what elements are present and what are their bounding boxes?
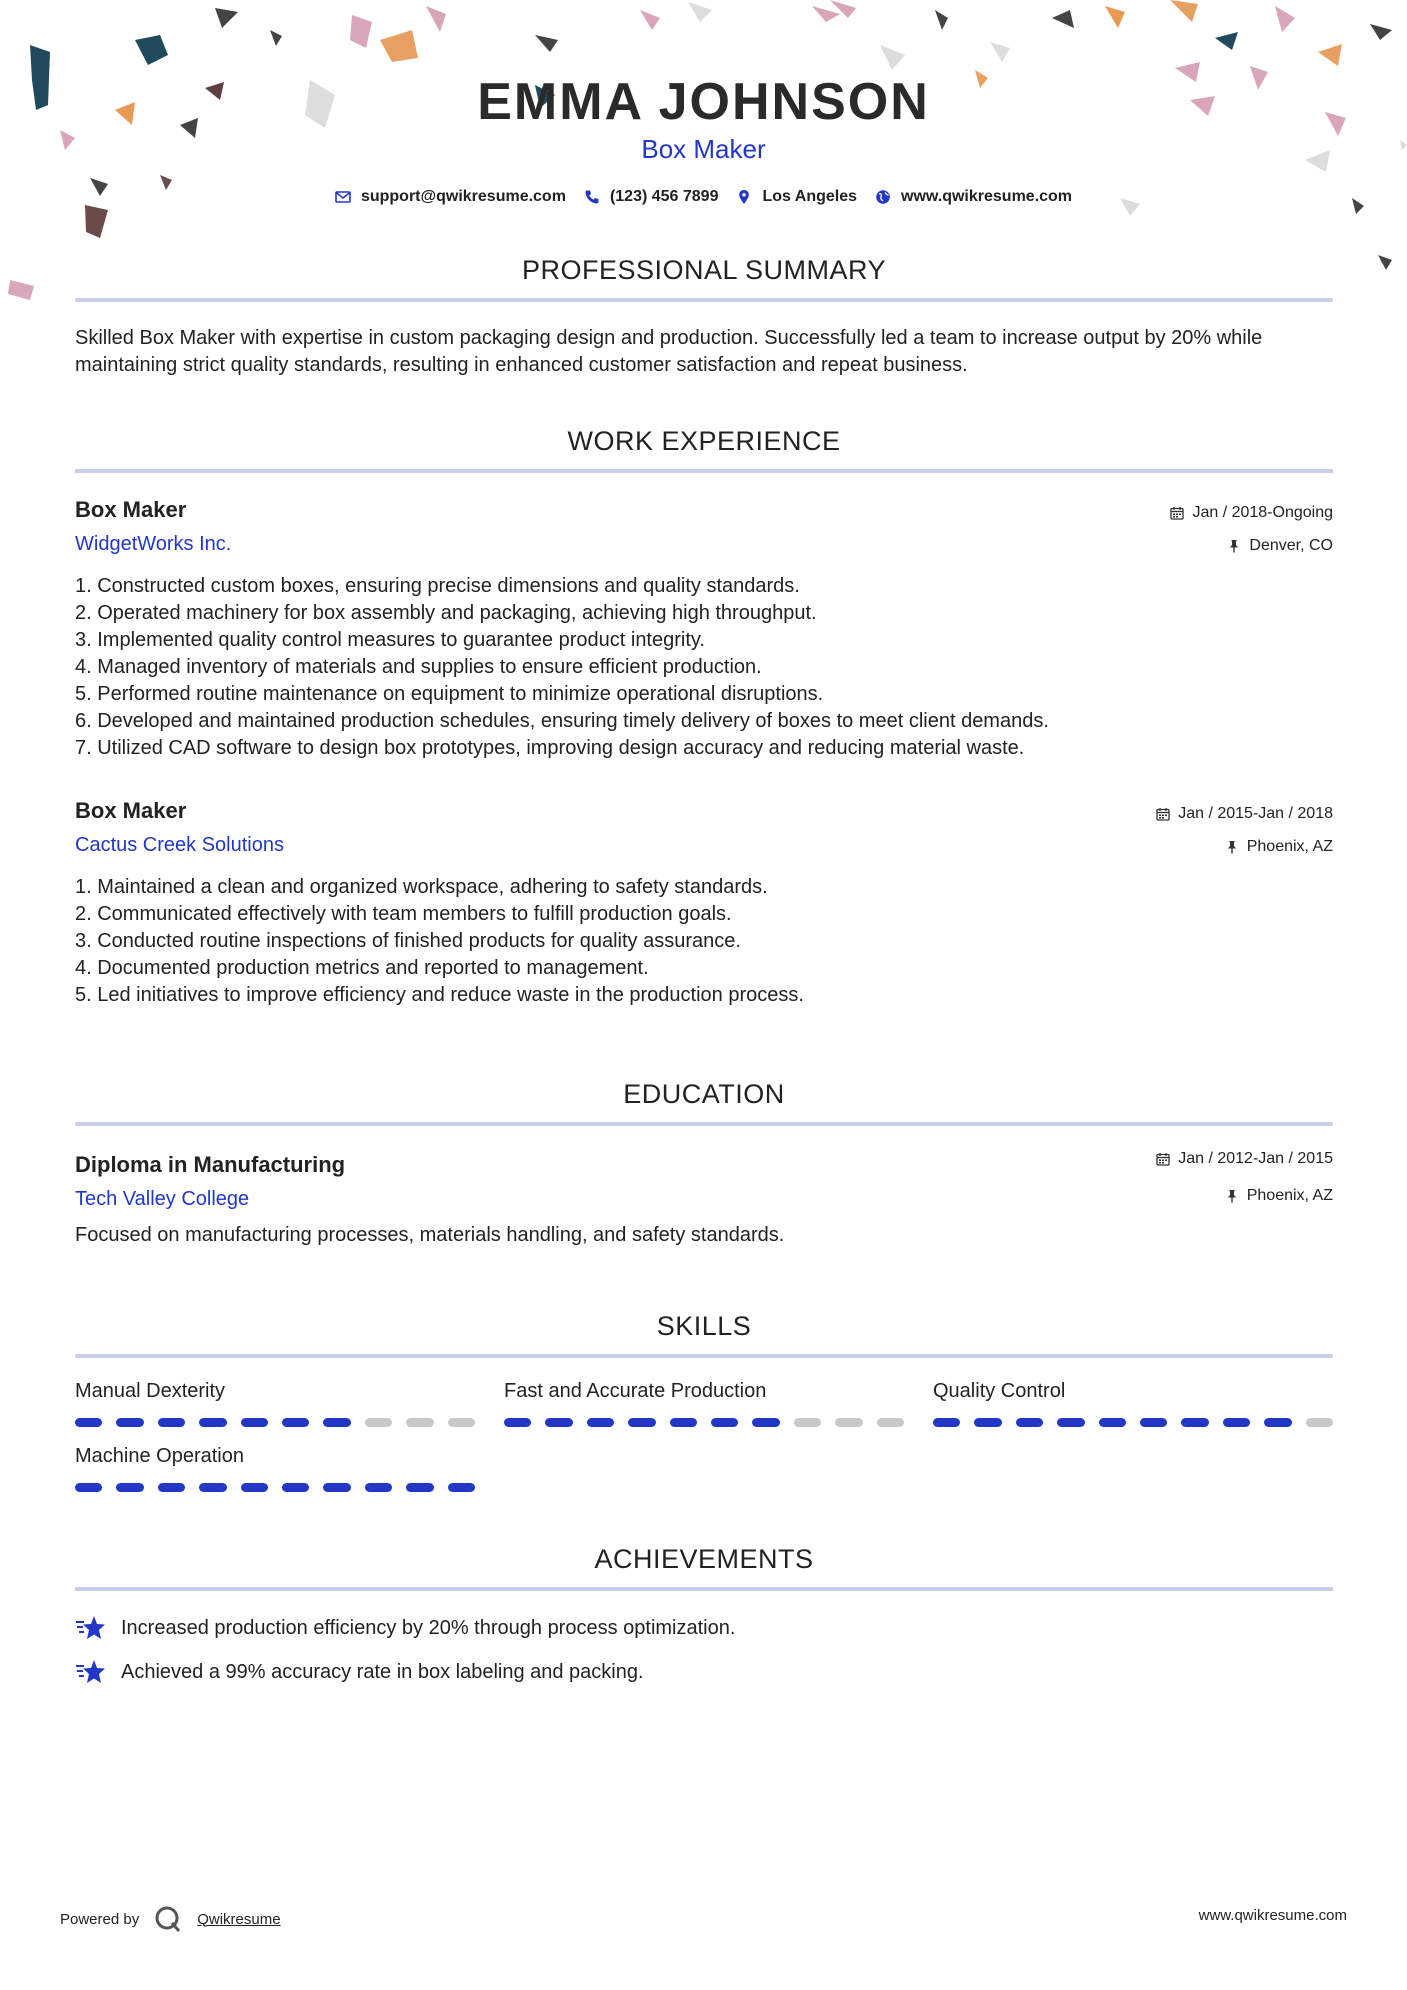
phone-icon	[584, 189, 600, 205]
skill-level-dot-empty	[365, 1418, 392, 1427]
skills-divider	[75, 1354, 1333, 1358]
skill-level-dot-filled	[241, 1483, 268, 1492]
achievements-heading: ACHIEVEMENTS	[594, 1544, 814, 1574]
skill-level-bar	[933, 1418, 1333, 1427]
calendar-icon	[1170, 506, 1184, 520]
skill-level-dot-filled	[587, 1418, 614, 1427]
contact-phone-text: (123) 456 7899	[609, 188, 719, 205]
qwikresume-logo-icon	[153, 1904, 183, 1934]
skill-level-bar	[75, 1483, 475, 1492]
contact-location-text: Los Angeles	[762, 188, 858, 205]
star-icon	[75, 1614, 107, 1642]
skill-level-dot-filled	[199, 1418, 226, 1427]
achievement-text: Achieved a 99% accuracy rate in box labeling and packing.	[121, 1660, 644, 1683]
job-bullets	[75, 874, 1315, 1009]
pushpin-icon	[1225, 840, 1239, 854]
job-dates-text: Jan / 2015-Jan / 2018	[1178, 805, 1333, 822]
pushpin-icon	[1225, 1189, 1239, 1203]
skill-level-dot-filled	[406, 1483, 433, 1492]
education-divider	[75, 1122, 1333, 1126]
calendar-icon	[1156, 807, 1170, 821]
footer-url[interactable]: www.qwikresume.com	[1198, 1907, 1347, 1924]
contact-email-text: support@qwikresume.com	[360, 188, 566, 205]
skill-level-dot-filled	[545, 1418, 572, 1427]
calendar-icon	[1156, 1152, 1170, 1166]
skill-level-dot-filled	[448, 1483, 475, 1492]
skill-level-dot-filled	[933, 1418, 960, 1427]
skill-level-dot-empty	[877, 1418, 904, 1427]
skill-name: Quality Control	[933, 1380, 1066, 1402]
skill-level-dot-empty	[794, 1418, 821, 1427]
skill-level-dot-filled	[323, 1483, 350, 1492]
skill-level-dot-filled	[158, 1418, 185, 1427]
job-location	[1225, 838, 1333, 856]
skill-item	[933, 1380, 1333, 1427]
education-heading: EDUCATION	[623, 1079, 785, 1109]
summary-text: Skilled Box Maker with expertise in custom packaging design and production. Successfully led a team to increase output by 20% while maintaining strict quality standards, resulting in enhanced customer satisfaction and repeat business.	[75, 327, 1263, 376]
job-dates-text: Jan / 2018-Ongoing	[1192, 504, 1333, 521]
job-location-text: Denver, CO	[1249, 537, 1333, 554]
skill-item	[75, 1380, 475, 1427]
summary-heading: PROFESSIONAL SUMMARY	[521, 255, 887, 285]
skill-level-dot-empty	[406, 1418, 433, 1427]
achievement-item	[75, 1658, 644, 1686]
experience-divider	[75, 469, 1333, 473]
skill-level-dot-filled	[1223, 1418, 1250, 1427]
pushpin-icon	[1227, 539, 1241, 553]
list-item: 1. Constructed custom boxes, ensuring precise dimensions and quality standards.	[75, 575, 800, 597]
skill-level-dot-filled	[504, 1418, 531, 1427]
summary-divider	[75, 298, 1333, 302]
map-pin-icon	[736, 189, 752, 205]
list-item: 1. Maintained a clean and organized workspace, adhering to safety standards.	[75, 876, 768, 898]
list-item: 6. Developed and maintained production schedules, ensuring timely delivery of boxes to meet client demands.	[75, 710, 1049, 732]
footer-powered-by	[60, 1904, 281, 1934]
skill-level-bar	[504, 1418, 904, 1427]
skill-level-dot-filled	[365, 1483, 392, 1492]
skill-item	[75, 1445, 475, 1492]
envelope-icon	[335, 189, 351, 205]
job-location-text: Phoenix, AZ	[1246, 838, 1333, 855]
list-item: 5. Performed routine maintenance on equipment to minimize operational disruptions.	[75, 683, 824, 705]
education-school: Tech Valley College	[75, 1188, 250, 1210]
experience-heading: WORK EXPERIENCE	[567, 426, 841, 456]
contact-website-text: www.qwikresume.com	[901, 188, 1073, 205]
education-description: Focused on manufacturing processes, materials handling, and safety standards.	[75, 1224, 785, 1246]
candidate-title: Box Maker	[641, 134, 766, 164]
skills-heading: SKILLS	[656, 1311, 752, 1341]
list-item: 2. Operated machinery for box assembly and packaging, achieving high throughput.	[75, 602, 817, 624]
powered-by-label: Powered by	[60, 1910, 140, 1928]
job-dates	[1170, 504, 1333, 522]
list-item: 4. Documented production metrics and reported to management.	[75, 957, 649, 979]
list-item: 4. Managed inventory of materials and supplies to ensure efficient production.	[75, 656, 762, 678]
education-dates-text: Jan / 2012-Jan / 2015	[1178, 1150, 1333, 1167]
job-company: WidgetWorks Inc.	[75, 533, 232, 555]
skill-level-dot-filled	[1181, 1418, 1208, 1427]
skill-level-dot-filled	[241, 1418, 268, 1427]
achievement-item	[75, 1614, 735, 1642]
star-icon	[75, 1658, 107, 1686]
list-item: 2. Communicated effectively with team members to fulfill production goals.	[75, 903, 732, 925]
skill-name: Manual Dexterity	[75, 1380, 226, 1402]
skill-level-dot-filled	[282, 1418, 309, 1427]
skill-level-bar	[75, 1418, 475, 1427]
job-title: Box Maker	[75, 798, 187, 823]
skill-level-dot-filled	[282, 1483, 309, 1492]
skill-level-dot-filled	[628, 1418, 655, 1427]
education-location-text: Phoenix, AZ	[1246, 1187, 1333, 1204]
skill-name: Machine Operation	[75, 1445, 244, 1467]
skill-level-dot-filled	[158, 1483, 185, 1492]
skill-level-dot-empty	[1306, 1418, 1333, 1427]
contact-website[interactable]	[875, 188, 1072, 206]
skill-item	[504, 1380, 904, 1427]
contact-bar	[0, 188, 1407, 206]
list-item: 3. Implemented quality control measures to guarantee product integrity.	[75, 629, 705, 651]
education-degree: Diploma in Manufacturing	[75, 1152, 346, 1177]
skill-level-dot-filled	[1016, 1418, 1043, 1427]
achievements-divider	[75, 1587, 1333, 1591]
job-company: Cactus Creek Solutions	[75, 834, 284, 856]
skill-level-dot-empty	[835, 1418, 862, 1427]
skill-level-dot-filled	[711, 1418, 738, 1427]
job-title: Box Maker	[75, 497, 187, 522]
skill-level-dot-empty	[448, 1418, 475, 1427]
skill-level-dot-filled	[199, 1483, 226, 1492]
skill-level-dot-filled	[75, 1418, 102, 1427]
contact-phone[interactable]	[584, 188, 719, 206]
list-item: 3. Conducted routine inspections of finished products for quality assurance.	[75, 930, 741, 952]
contact-email[interactable]	[335, 188, 566, 206]
skill-level-dot-filled	[116, 1483, 143, 1492]
skill-level-dot-filled	[974, 1418, 1001, 1427]
skill-name: Fast and Accurate Production	[504, 1380, 767, 1402]
skill-level-dot-filled	[1140, 1418, 1167, 1427]
globe-icon	[875, 189, 891, 205]
job-location	[1227, 537, 1333, 555]
skill-level-dot-filled	[752, 1418, 779, 1427]
skill-level-dot-filled	[1264, 1418, 1291, 1427]
education-location	[1225, 1187, 1333, 1205]
contact-location	[736, 188, 857, 206]
education-dates	[1156, 1150, 1333, 1168]
achievement-text: Increased production efficiency by 20% through process optimization.	[121, 1616, 736, 1639]
skill-level-dot-filled	[1057, 1418, 1084, 1427]
skill-level-dot-filled	[75, 1483, 102, 1492]
skill-level-dot-filled	[1099, 1418, 1126, 1427]
candidate-name: EMMA JOHNSON	[477, 73, 930, 131]
list-item: 5. Led initiatives to improve efficiency and reduce waste in the production process.	[75, 984, 804, 1006]
list-item: 7. Utilized CAD software to design box prototypes, improving design accuracy and reducing material waste.	[75, 737, 1025, 759]
qwikresume-link[interactable]: Qwikresume	[197, 1910, 281, 1928]
job-dates	[1156, 805, 1333, 823]
skill-level-dot-filled	[116, 1418, 143, 1427]
skill-level-dot-filled	[323, 1418, 350, 1427]
skill-level-dot-filled	[670, 1418, 697, 1427]
job-bullets	[75, 573, 1315, 762]
